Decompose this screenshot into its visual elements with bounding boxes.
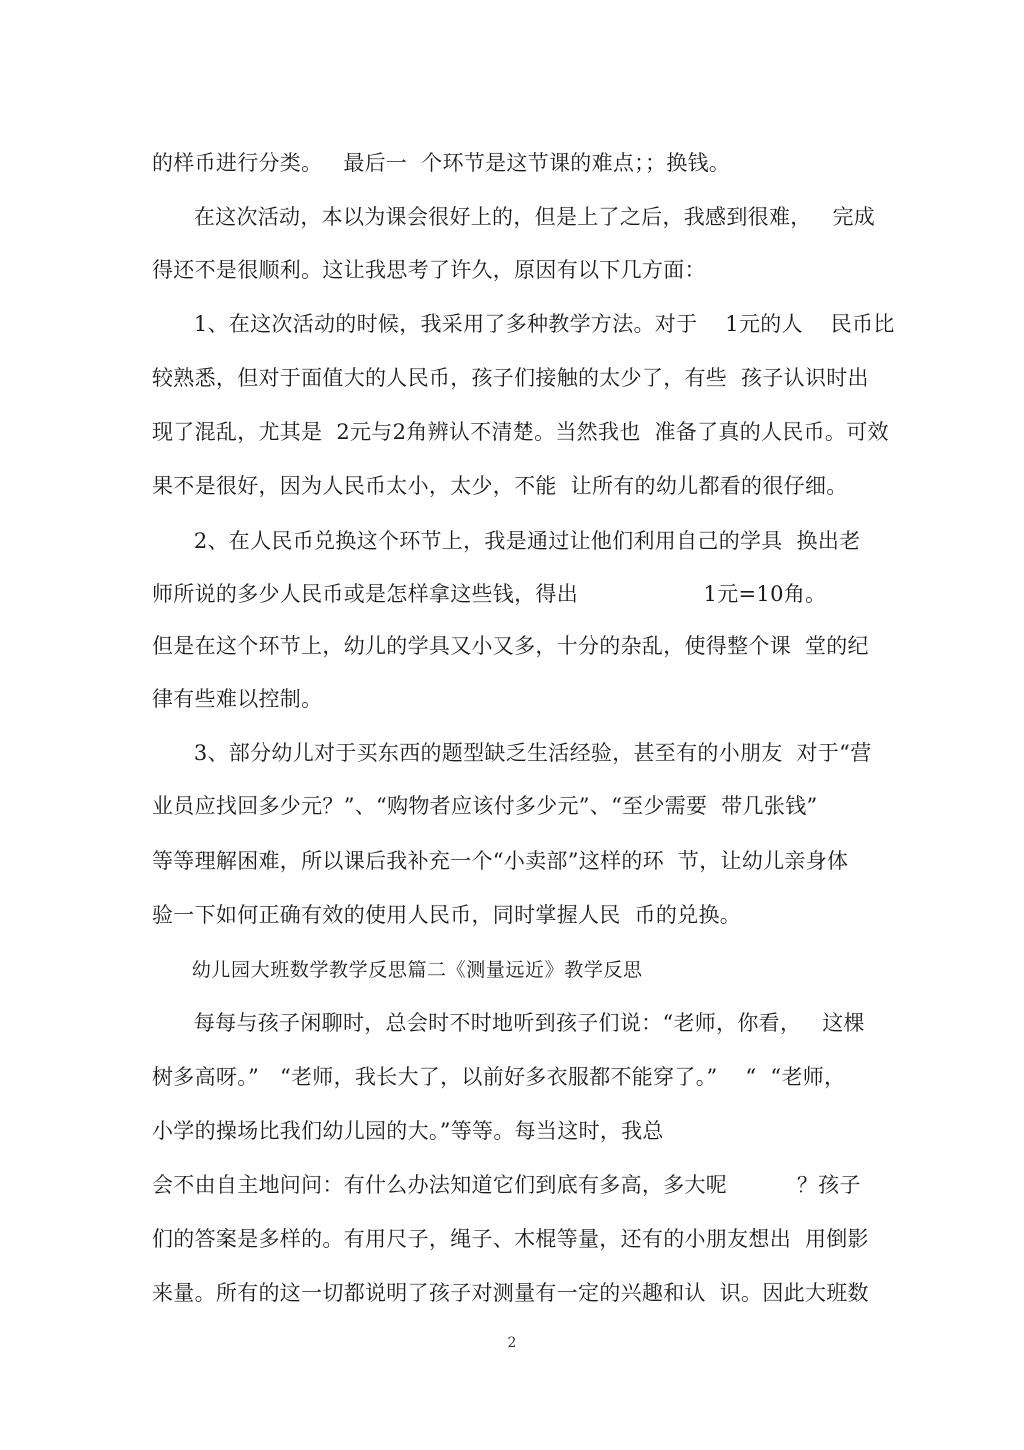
text-line-12: 3、部分幼儿对于买东西的题型缺乏生活经验，甚至有的小朋友 对于“营 (152, 741, 872, 765)
text-line-4: 1、在这次活动的时候，我采用了多种教学方法。对于 1元的人 民币比 (152, 312, 895, 336)
text-line-20: 会不由自主地问问：有什么办法知道它们到底有多高，多大呢 ？孩子 (152, 1173, 861, 1197)
text-line-15: 验一下如何正确有效的使用人民币，同时掌握人民 币的兑换。 (152, 903, 742, 927)
text-line-21: 们的答案是多样的。有用尺子，绳子、木棍等量，还有的小朋友想出 用倒影 (152, 1227, 869, 1251)
text-line-6: 现了混乱，尤其是 2元与2角辨认不清楚。当然我也 准备了真的人民币。可效 (152, 420, 889, 444)
text-line-13: 业员应找回多少元？”、“购物者应该付多少元”、“至少需要 带几张钱” (152, 794, 818, 818)
text-line-18: 树多高呀。” “老师，我长大了，以前好多衣服都不能穿了。” “ “老师， (152, 1065, 846, 1089)
text-line-22: 来量。所有的这一切都说明了孩子对测量有一定的兴趣和认 识。因此大班数 (152, 1281, 869, 1305)
text-line-11: 律有些难以控制。 (152, 687, 323, 711)
text-line-17: 每每与孩子闲聊时，总会时不时地听到孩子们说：“老师，你看， 这棵 (152, 1011, 865, 1035)
text-line-10: 但是在这个环节上，幼儿的学具又小又多，十分的杂乱，使得整个课 堂的纪 (152, 634, 869, 658)
text-line-14: 等等理解困难，所以课后我补充一个“小卖部”这样的环 节，让幼儿亲身体 (152, 849, 849, 873)
section-title-line: 幼儿园大班数学教学反思篇二《测量远近》教学反思 (152, 959, 643, 981)
text-line-8: 2、在人民币兑换这个环节上，我是通过让他们利用自己的学具 换出老 (152, 529, 861, 553)
text-line-19: 小学的操场比我们幼儿园的大。”等等。每当这时，我总 (152, 1119, 664, 1143)
text-line-2: 在这次活动，本以为课会很好上的，但是上了之后，我感到很难， 完成 (152, 205, 876, 229)
text-line-3: 得还不是很顺利。这让我思考了许久，原因有以下几方面： (152, 258, 706, 282)
page-number: 2 (507, 1335, 517, 1351)
text-line-5: 较熟悉，但对于面值大的人民币，孩子们接触的太少了，有些 孩子认识时出 (152, 366, 869, 390)
text-line-9: 师所说的多少人民币或是怎样拿这些钱，得出 1元=10角。 (152, 582, 827, 606)
text-line-7: 果不是很好，因为人民币太小，太少，不能 让所有的幼儿都看的很仔细。 (152, 474, 848, 498)
text-line-1: 的样币进行分类。 最后一 个环节是这节课的难点；；换钱。 (152, 151, 731, 175)
